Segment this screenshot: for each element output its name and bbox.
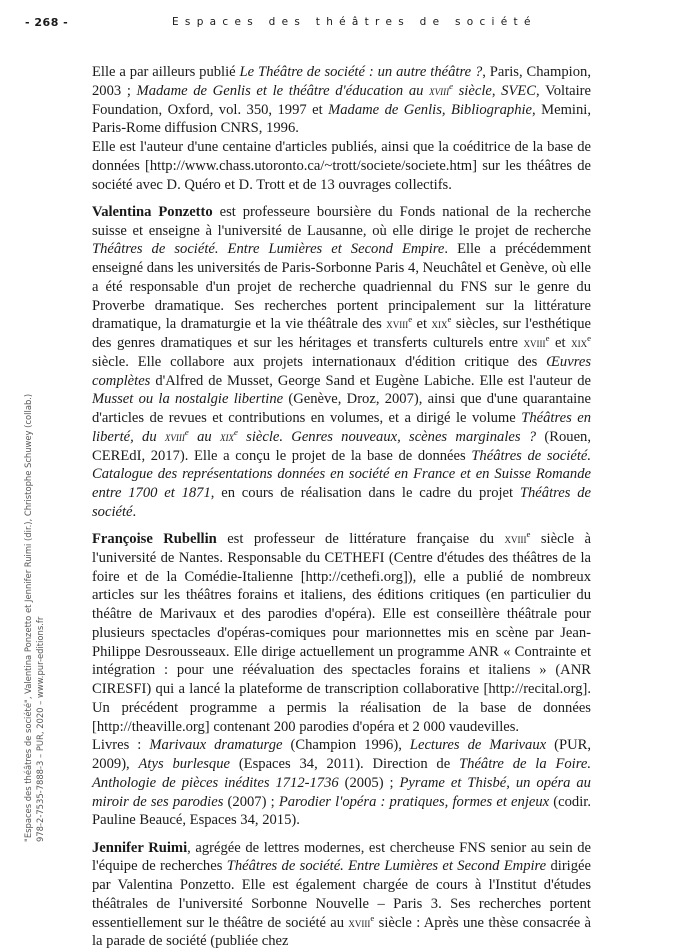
bio-jennifer-ruimi: Jennifer Ruimi, agrégée de lettres modernes, est chercheuse FNS senior au sein de l'équipe de recherches Théâtres de société. Entre Lumières et Second Empire dirigée par Valentina Ponzetto. Elle est également chargée de cours à l'Institut d'études théâtrales de l'université Sorbonne Nouvelle – Paris 3. Ses recherches portent essentiellement sur le théâtre de société au xviii$^e$ siècle : Après une thèse consacrée à la parade de société (publiée chez <box>92 839 591 951</box>
paragraph-publications: Elle a par ailleurs publié Le Théâtre de société : un autre théâtre ?, Paris, Champion, 2003 ; Madame de Genlis et le théâtre d'éducation au xviii$^e$ siècle, SVEC, Voltaire Foundation, Oxford, vol. 350, 1997 et Madame de Genlis, Bibliographie, Memini, Paris-Rome diffusion CNRS, 1996. <box>92 63 591 138</box>
side-note-line-2: 978-2-7535-7888-3 – PUR, 2020 – www.pur-editions.fr <box>34 394 46 842</box>
bio-valentina-ponzetto: Valentina Ponzetto est professeure boursière du Fonds national de la recherche suisse et enseigne à l'université de Lausanne, où elle dirige le projet de recherche Théâtres de société. Entre Lumières et Second Empire. Elle a précédemment enseigné dans les universités de Paris-Sorbonne Paris 4, Neuchâtel et Genève, où elle a été responsable d'un projet de recherche quadriennal du FNS sur le genre du Proverbe dramatique. Ses recherches portent principalement sur la littérature dramatique, la dramaturgie et la vie théâtrale des xviii$^e$ et xix$^e$ siècles, sur l'esthétique des genres dramatiques et sur les héritages et transferts culturels entre xviii$^e$ et xix$^e$ siècle. Elle collabore aux projets internationaux d'édition critique des Œuvres complètes d'Alfred de Musset, George Sand et Eugène Labiche. Elle est l'auteur de Musset ou la nostalgie libertine (Genève, Droz, 2007), ainsi que d'une quarantaine d'articles de revues et contributions en volumes, et a dirigé le volume Théâtres en liberté, du xviii$^e$ au xix$^e$ siècle. Genres nouveaux, scènes marginales ? (Rouen, CEREdI, 2017). Elle a conçu le projet de la base de données Théâtres de société. Catalogue des représentations données en société en France et en Suisse Romande entre 1700 et 1871, en cours de réalisation dans le cadre du projet Théâtres de société. <box>92 203 591 522</box>
author-name: Valentina Ponzetto <box>92 204 213 220</box>
copyright-side-note <box>22 394 46 842</box>
side-note-line-1: "Espaces des théâtres de société", Valentina Ponzetto et Jennifer Ruimi (dir.), Christophe Schuwey (collab.) <box>22 394 34 842</box>
author-name: Jennifer Ruimi <box>92 840 187 856</box>
author-name: Françoise Rubellin <box>92 531 217 547</box>
bio-francoise-rubellin: Françoise Rubellin est professeur de littérature française du xviii$^e$ siècle à l'université de Nantes. Responsable du CETHEFI (Centre d'études des théâtres de la foire et de la Comédie-Italienne [http://cethefi.org]), elle a publié de nombreux articles sur les théâtres forains et italiens, des éditions critiques (en particulier du théâtre de Marivaux et des parodies d'opéra). Elle est conseillère théâtrale pour plusieurs spectacles d'opéras-comiques pour marionnettes mis en scène par Jean-Philippe Desrousseaux. Elle dirige actuellement un programme ANR « Contrainte et intégration : pour une réévaluation des spectacles forains et italiens » (ANR CIRESFI) qui a lancé la plateforme de transcription collaborative [http://recital.org]. Un précédent programme a permis la réalisation de la base de données [http://theaville.org] contenant 200 parodies d'opéra et 2 000 vaudevilles. <box>92 530 591 736</box>
body-text <box>92 63 591 951</box>
paragraph-books: Livres : Marivaux dramaturge (Champion 1996), Lectures de Marivaux (PUR, 2009), Atys burlesque (Espaces 34, 2011). Direction de Théâtre de la Foire. Anthologie de pièces inédites 1712-1736 (2005) ; Pyrame et Thisbé, un opéra au miroir de ses parodies (2007) ; Parodier l'opéra : pratiques, formes et enjeux (codir. Pauline Beaucé, Espaces 34, 2015). <box>92 736 591 830</box>
running-title: Espaces des théâtres de société <box>172 16 537 28</box>
page-number: - 268 - <box>25 16 68 29</box>
running-header <box>0 16 700 38</box>
paragraph-articles: Elle est l'auteur d'une centaine d'articles publiés, ainsi que la coéditrice de la base de données [http://www.chass.utoronto.ca/~trott/societe/societe.htm] sur les théâtres de société avec D. Quéro et D. Trott et de 13 ouvrages collectifs. <box>92 138 591 194</box>
